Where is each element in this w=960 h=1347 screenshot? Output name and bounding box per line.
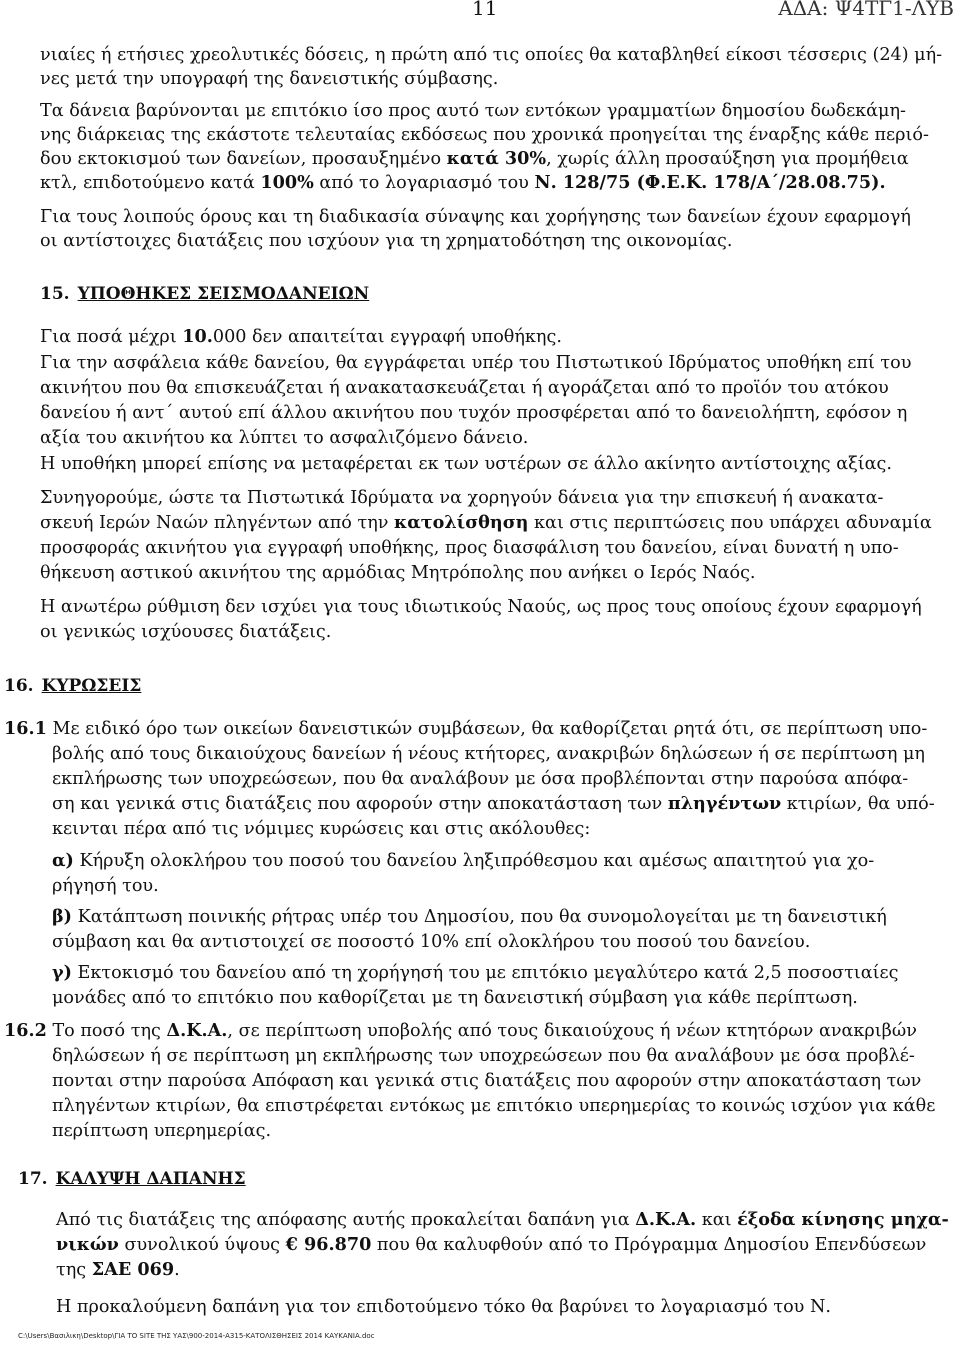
paragraph-line: οι γενικώς ισχύουσες διατάξεις. <box>40 622 332 642</box>
text-run: που θα καλυφθούν από το Πρόγραμμα Δημοσίου Επενδύσεων <box>371 1235 927 1255</box>
paragraph-line: Για την ασφάλεια κάθε δανείου, θα εγγράφεται υπέρ του Πιστωτικού Ιδρύματος υποθήκη επί του <box>40 353 912 373</box>
text-run: και στις περιπτώσεις που υπάρχει αδυναμία <box>528 513 932 533</box>
section-title: ΥΠΟΘΗΚΕΣ ΣΕΙΣΜΟΔΑΝΕΙΩΝ <box>77 284 370 304</box>
text-run: κτλ, επιδοτούμενο κατά <box>40 173 261 193</box>
file-path-footer: C:\Users\Βασιλικη\Desktop\ΓΙΑ ΤΟ SITE ΤΗΣ ΥΑΣ\900-2014-Α315-ΚΑΤΟΛΙΣΘΗΣΕΙΣ 2014 ΚΑΥΚΑΝΙΑ.doc <box>18 1332 375 1340</box>
text-run: , σε περίπτωση υποβολής από τους δικαιούχους ή νέων κτητόρων ανακριβών <box>227 1021 917 1041</box>
section-number: 17. <box>18 1169 48 1189</box>
text-run: συνολικού ύψους <box>118 1235 286 1255</box>
paragraph-line <box>52 962 898 984</box>
paragraph-line: ρήγησή του. <box>52 876 159 896</box>
paragraph-line: Η προκαλούμενη δαπάνη για τον επιδοτούμενο τόκο θα βαρύνει το λογαριασμό του Ν. <box>56 1297 831 1317</box>
subsection-number: 16.2 <box>4 1020 47 1041</box>
text-run: 000 δεν απαιτείται εγγραφή υποθήκης. <box>212 327 562 347</box>
bold-text: πληγέντων <box>667 793 782 814</box>
paragraph-line: βολής από τους δικαιούχους δανείων ή νέους κτήτορες, ανακριβών δηλώσεων ή σε περίπτωση μη <box>52 744 925 764</box>
section-heading-17 <box>18 1169 246 1189</box>
paragraph-line: Για τους λοιπούς όρους και τη διαδικασία σύναψης και χορήγησης των δανείων έχουν εφαρμογή <box>40 207 911 227</box>
paragraph-line: προσφοράς ακινήτου για εγγραφή υποθήκης, προς διασφάλιση του δανείου, είναι δυνατή η υπο- <box>40 538 899 558</box>
paragraph-line <box>52 793 935 815</box>
paragraph-line: ακινήτου που θα επισκευάζεται ή ανακατασκευάζεται ή αγοράζεται από το προϊόν του ατόκου <box>40 378 889 398</box>
text-run: της <box>56 1260 92 1280</box>
text-run: και <box>696 1210 738 1230</box>
section-title: ΚΥΡΩΣΕΙΣ <box>41 676 142 696</box>
bold-text: € 96.870 <box>285 1234 372 1255</box>
paragraph-line <box>56 1259 180 1281</box>
bold-text: ΣΑΕ 069 <box>91 1259 175 1280</box>
paragraph-line: πληγέντων κτιρίων, θα επιστρέφεται εντόκως με επιτόκιο υπερημερίας το κοινώς ισχύον για κάθε <box>52 1096 936 1116</box>
paragraph-line <box>40 172 886 194</box>
bold-text: έξοδα κίνησης μηχα- <box>737 1209 949 1230</box>
paragraph-line: πονται στην παρούσα Απόφαση και γενικά στις διατάξεις που αφορούν στην αποκατάσταση των <box>52 1071 922 1091</box>
ada-code: ΑΔΑ: Ψ4ΤΓ1-ΛΥΒ <box>778 0 954 20</box>
text-run: κτιρίων, θα υπό- <box>781 794 935 814</box>
paragraph-line: οι αντίστοιχες διατάξεις που ισχύουν για τη χρηματοδότηση της οικονομίας. <box>40 231 733 251</box>
paragraph-line: εκπλήρωσης των υποχρεώσεων, που θα αναλάβουν με όσα προβλέπονται στην παρούσα απόφα- <box>52 769 909 789</box>
paragraph-line: Συνηγορούμε, ώστε τα Πιστωτικά Ιδρύματα να χορηγούν δάνεια για την επισκευή ή ανακατα- <box>40 488 884 508</box>
bold-text: 10. <box>182 326 213 347</box>
paragraph-line: Τα δάνεια βαρύνονται με επιτόκιο ίσο προς αυτό των εντόκων γραμματίων δημοσίου δωδεκάμη- <box>40 101 906 121</box>
bold-text: Ν. 128/75 (Φ.Ε.Κ. 178/Α΄/28.08.75). <box>534 172 886 193</box>
paragraph-line: νες μετά την υπογραφή της δανειστικής σύμβασης. <box>40 69 499 89</box>
item-label: γ) <box>52 962 72 983</box>
section-number: 16. <box>4 676 34 696</box>
paragraph-line <box>56 1209 949 1231</box>
section-heading-15 <box>40 284 369 304</box>
text-run: Κατάπτωση ποινικής ρήτρας υπέρ του Δημοσίου, που θα συνομολογείται με τη δανειστική <box>72 907 887 927</box>
bold-text: 100% <box>260 172 314 193</box>
paragraph-line <box>4 718 927 740</box>
text-run: , χωρίς άλλη προσαύξηση για προμήθεια <box>546 149 909 169</box>
paragraph-line: σύμβαση και θα αντιστοιχεί σε ποσοστό 10% επί ολοκλήρου του ποσού του δανείου. <box>52 932 811 952</box>
bold-text: κατολίσθηση <box>394 512 529 533</box>
subsection-number: 16.1 <box>4 718 47 739</box>
section-heading-16 <box>4 676 141 696</box>
text-run: Με ειδικό όρο των οικείων δανειστικών συμβάσεων, θα καθορίζεται ρητά ότι, σε περίπτωση υπο- <box>46 719 928 739</box>
text-run: Για ποσά μέχρι <box>40 327 183 347</box>
paragraph-line: νης διάρκειας της εκάστοτε τελευταίας εκδόσεως που χρονικά προηγείται της έναρξης κάθε περιό- <box>40 125 929 145</box>
bold-text: Δ.Κ.Α. <box>635 1209 697 1230</box>
bold-text: Δ.Κ.Α. <box>166 1020 228 1041</box>
paragraph-line <box>40 148 909 170</box>
text-run: Το ποσό της <box>46 1021 167 1041</box>
page-number: 11 <box>472 0 498 20</box>
paragraph-line: περίπτωση υπερημερίας. <box>52 1121 272 1141</box>
paragraph-line <box>56 1234 926 1256</box>
paragraph-line <box>4 1020 917 1042</box>
paragraph-line: κεινται πέρα από τις νόμιμες κυρώσεις και στις ακόλουθες: <box>52 819 591 839</box>
paragraph-line: δανείου ή αντ΄ αυτού επί άλλου ακινήτου που τυχόν προσφέρεται από το δανειολήπτη, εφόσον η <box>40 403 908 423</box>
item-label: α) <box>52 850 74 871</box>
bold-text: νικών <box>56 1234 119 1255</box>
text-run: σκευή Ιερών Ναών πληγέντων από την <box>40 513 395 533</box>
paragraph-line <box>40 326 562 348</box>
text-run: Εκτοκισμό του δανείου από τη χορήγησή του με επιτόκιο μεγαλύτερο κατά 2,5 ποσοστιαίες <box>71 963 899 983</box>
text-run: Κήρυξη ολοκλήρου του ποσού του δανείου ληξιπρόθεσμου και αμέσως απαιτητού για χο- <box>73 851 875 871</box>
item-label: β) <box>52 906 73 927</box>
paragraph-line: αξία του ακινήτου κα λύπτει το ασφαλιζόμενο δάνειο. <box>40 428 529 448</box>
paragraph-line: Η υποθήκη μπορεί επίσης να μεταφέρεται εκ των υστέρων σε άλλο ακίνητο αντίστοιχης αξίας. <box>40 454 892 474</box>
text-run: . <box>174 1260 180 1280</box>
text-run: δου εκτοκισμού των δανείων, προσαυξημένο <box>40 149 447 169</box>
text-run: ση και γενικά στις διατάξεις που αφορούν στην αποκατάσταση των <box>52 794 668 814</box>
text-run: Από τις διατάξεις της απόφασης αυτής προκαλείται δαπάνη για <box>56 1210 636 1230</box>
paragraph-line: Η ανωτέρω ρύθμιση δεν ισχύει για τους ιδιωτικούς Ναούς, ως προς τους οποίους έχουν εφαρμογή <box>40 597 922 617</box>
paragraph-line: δηλώσεων ή σε περίπτωση μη εκπλήρωσης των υποχρεώσεων που θα αναλάβουν με όσα προβλέ- <box>52 1046 915 1066</box>
paragraph-line <box>40 512 932 534</box>
paragraph-line: θήκευση αστικού ακινήτου της αρμόδιας Μητρόπολης που ανήκει ο Ιερός Ναός. <box>40 563 756 583</box>
paragraph-line: μονάδες από το επιτόκιο που καθορίζεται με τη δανειστική σύμβαση για κάθε περίπτωση. <box>52 988 858 1008</box>
paragraph-line: νιαίες ή ετήσιες χρεολυτικές δόσεις, η πρώτη από τις οποίες θα καταβληθεί είκοσι τέσσερις (24) μή- <box>40 45 943 65</box>
paragraph-line <box>52 850 874 872</box>
section-title: ΚΑΛΥΨΗ ΔΑΠΑΝΗΣ <box>55 1169 246 1189</box>
section-number: 15. <box>40 284 70 304</box>
paragraph-line <box>52 906 887 928</box>
text-run: από το λογαριασμό του <box>313 173 535 193</box>
bold-text: κατά 30% <box>446 148 547 169</box>
